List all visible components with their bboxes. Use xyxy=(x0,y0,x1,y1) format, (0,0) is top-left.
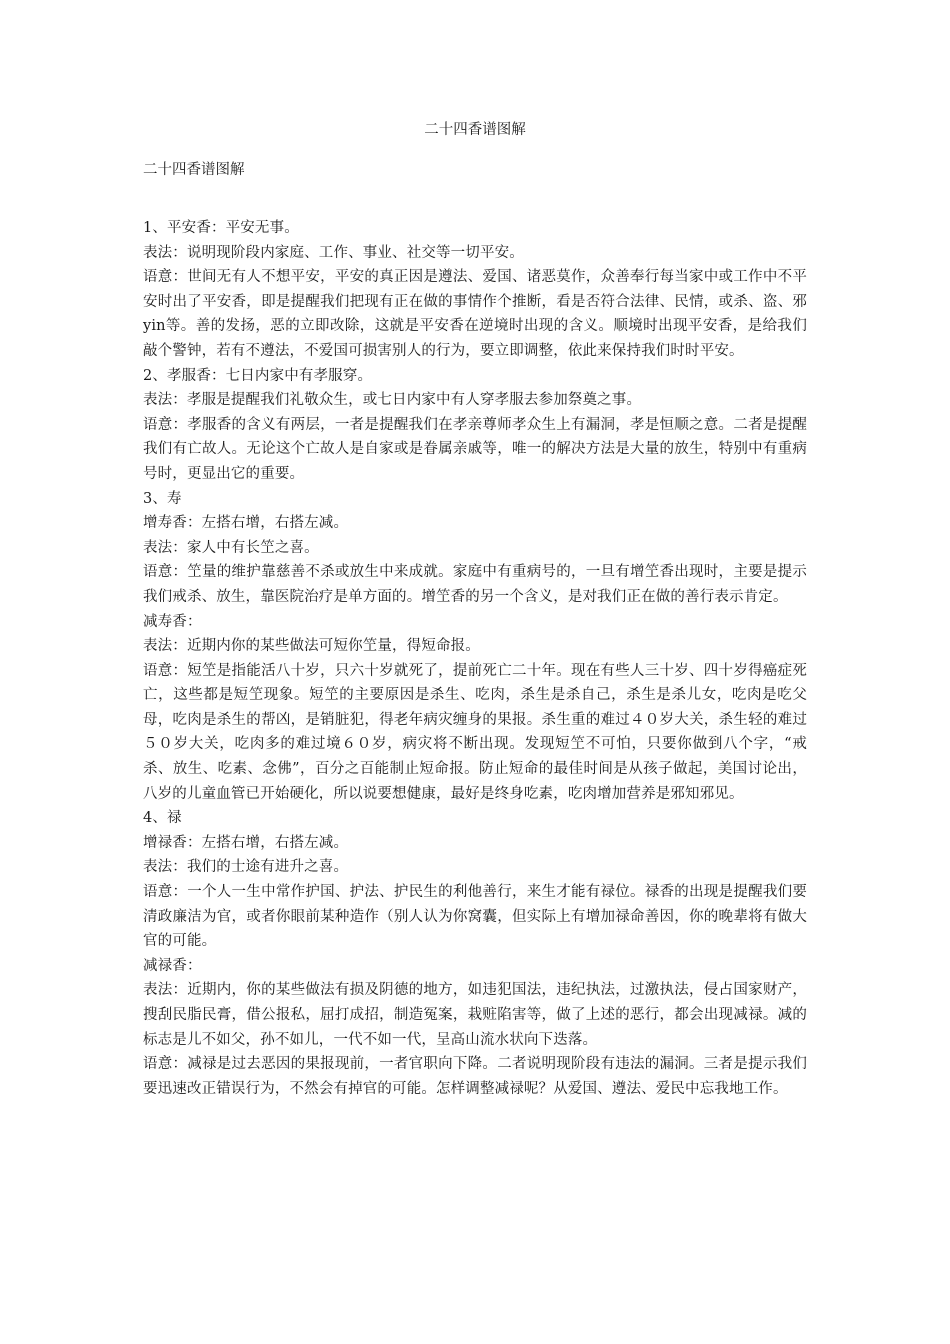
paragraph-yuyi: 语意：一个人一生中常作护国、护法、护民生的利他善行，来生才能有禄位。禄香的出现是提醒我们要清政廉洁为官，或者你眼前某种造作（别人认为你窝囊，但实际上有增加禄命善因，你的晚辈将有做大官的可能。 xyxy=(143,884,807,950)
paragraph-biaofa: 表法：孝服是提醒我们礼敬众生，或七日内家中有人穿孝服去参加祭奠之事。 xyxy=(143,392,642,409)
heading-pingan: 1、平安香：平安无事。 xyxy=(143,220,299,236)
paragraph-yuyi: 语意：世间无有人不想平安，平安的真正因是遵法、爱国、诸恶莫作，众善奉行每当家中或工作中不平安时出了平安香，即是提醒我们把现有正在做的事情作个推断，看是否符合法律、民情，或杀、盗、邪yin等。善的发扬，恶的立即改除，这就是平安香在逆境时出现的含义。顺境时出现平安香，是给我们敲个警钟，若有不遵法，不爱国可损害别人的行为，要立即调整，依此来保持我们时时平安。 xyxy=(143,269,807,359)
heading-shou: 3、寿 xyxy=(143,490,182,507)
paragraph-yuyi: 语意：减禄是过去恶因的果报现前，一者官职向下降。二者说明现阶段有违法的漏洞。三者是提示我们要迅速改正错误行为，不然会有掉官的可能。怎样调整减禄呢？从爱国、遵法、爱民中忘我地工作。 xyxy=(143,1056,807,1097)
paragraph-yuyi: 语意：孝服香的含义有两层，一者是提醒我们在孝亲尊师孝众生上有漏洞，孝是恒顺之意。二者是提醒我们有亡故人。无论这个亡故人是自家或是眷属亲戚等，唯一的解决方法是大量的放生，特别中有重病号时，更显出它的重要。 xyxy=(143,416,807,482)
document-subtitle: 二十四香谱图解 xyxy=(143,162,245,178)
document-page xyxy=(143,118,807,1101)
heading-lu: 4、禄 xyxy=(143,810,182,827)
paragraph-biaofa: 表法：近期内你的某些做法可短你笁量，得短命报。 xyxy=(143,638,480,655)
document-title: 二十四香谱图解 xyxy=(424,122,526,138)
paragraph-biaofa: 表法：说明现阶段内家庭、工作、事业、社交等一切平安。 xyxy=(143,244,524,261)
subheading-zenglu: 增禄香：左搭右增，右搭左减。 xyxy=(143,834,349,851)
subheading-jianlu: 减禄香： xyxy=(143,957,202,974)
subheading-zengshou: 增寿香：左搭右增，右搭左减。 xyxy=(143,515,349,532)
paragraph-yuyi: 语意：短笁是指能活八十岁，只六十岁就死了，提前死亡二十年。现在有些人三十岁、四十岁得癌症死亡，这些都是短笁现象。短笁的主要原因是杀生、吃肉，杀生是杀自己，杀生是杀儿女，吃肉是吃父母，吃肉是杀生的帮凶，是销脏犯，得老年病灾缠身的果报。杀生重的难过４０岁大关，杀生轻的难过５０岁大关，吃肉多的难过境６０岁，病灾将不断出现。发现短笁不可怕，只要你做到八个字，“戒杀、放生、吃素、念佛”，百分之百能制止短命报。防止短命的最佳时间是从孩子做起，美国讨论出，八岁的儿童血管已开始硬化，所以说要想健康，最好是终身吃素，吃肉增加营养是邪知邪见。 xyxy=(143,662,807,802)
paragraph-yuyi: 语意：笁量的维护靠慈善不杀或放生中来成就。家庭中有重病号的，一旦有增笁香出现时，主要是提示我们戒杀、放生，靠医院治疗是单方面的。增笁香的另一个含义，是对我们正在做的善行表示肯定。 xyxy=(143,564,807,605)
paragraph-biaofa: 表法：我们的士途有进升之喜。 xyxy=(143,859,349,876)
paragraph-biaofa: 表法：近期内，你的某些做法有损及阴德的地方，如违犯国法，违纪执法，过激执法，侵占国家财产，搜刮民脂民膏，借公报私，屈打成招，制造冤案，栽赃陷害等，做了上述的恶行，都会出现减禄。减的标志是儿不如父，孙不如儿，一代不如一代，呈高山流水状向下迭落。 xyxy=(143,982,807,1048)
paragraph-biaofa: 表法：家人中有长笁之喜。 xyxy=(143,539,319,556)
subheading-jianshou: 减寿香： xyxy=(143,613,202,630)
heading-xiaofu: 2、孝服香：七日内家中有孝服穿。 xyxy=(143,367,373,384)
